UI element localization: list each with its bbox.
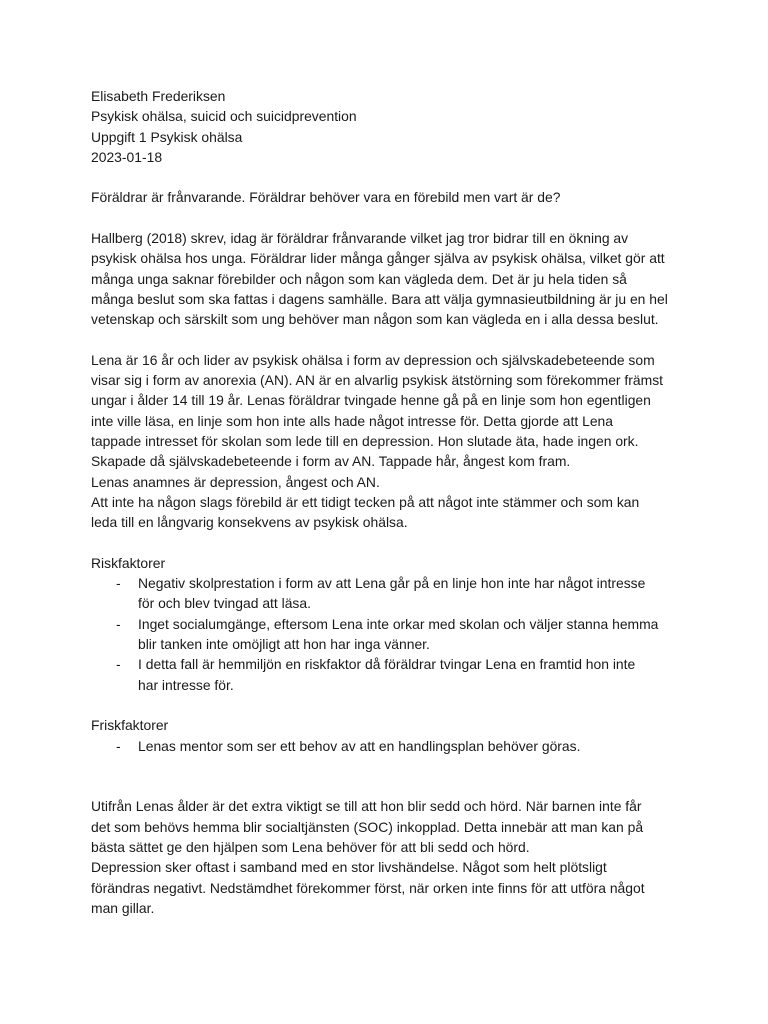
paragraph-line: Lenas anamnes är depression, ångest och AN. (91, 473, 380, 490)
intro-paragraph (91, 228, 691, 329)
paragraph-line: många beslut som ska fattas i dagens samhälle. Bara att välja gymnasieutbildning är ju en hel (91, 290, 668, 307)
paragraph-line: förändras negativt. Nedstämdhet förekommer först, när orken inte finns för att utföra något (91, 879, 645, 896)
author-name: Elisabeth Frederiksen (91, 88, 226, 104)
bullet-dash: - (116, 575, 121, 592)
section-heading-risk: Riskfaktorer (91, 554, 166, 571)
risk-factors-section (91, 553, 691, 695)
paragraph-line: leda till en långvarig konsekvens av psykisk ohälsa. (91, 514, 408, 531)
paragraph-line: psykisk ohälsa hos unga. Föräldrar lider många gånger själva av psykisk ohälsa, vilket gör att (91, 250, 665, 267)
document-date: 2023-01-18 (91, 148, 163, 165)
course-name: Psykisk ohälsa, suicid och suicidprevention (91, 108, 357, 125)
paragraph-line: Hallberg (2018) skrev, idag är föräldrar frånvarande vilket jag tror bidrar till en ökning av (91, 230, 629, 247)
section-heading-protective: Friskfaktorer (91, 717, 169, 734)
paragraph-line: Depression sker oftast i samband med en stor livshändelse. Något som helt plötsligt (91, 859, 607, 876)
paragraph-line: bästa sättet ge den hjälpen som Lena behöver för att bli sedd och hörd. (91, 838, 530, 855)
list-item-line: Negativ skolprestation i form av att Lena går på en linje hon inte har något intresse (138, 575, 646, 592)
paragraph-line: visar sig i form av anorexia (AN). AN är en alvarlig psykisk ätstörning som förekommer främst (91, 372, 664, 389)
paragraph-line: Utifrån Lenas ålder är det extra viktigt se till att hon blir sedd och hörd. När barnen inte får (91, 798, 642, 815)
list-item-line: har intresse för. (138, 676, 234, 693)
assignment-name: Uppgift 1 Psykisk ohälsa (91, 128, 243, 145)
protective-factors-section (91, 715, 691, 756)
paragraph-line: många unga saknar förebilder och någon som kan vägleda dem. Det är ju hela tiden så (91, 270, 627, 287)
list-item (91, 614, 691, 655)
document-page (91, 86, 691, 918)
paragraph-line: Skapade då självskadebeteende i form av AN. Tappade hår, ångest kom fram. (91, 453, 571, 470)
paragraph-line: tappade intresset för skolan som lede till en depression. Hon slutade äta, hade ingen ork. (91, 433, 639, 450)
paragraph-line: man gillar. (91, 899, 155, 916)
list-item-line: I detta fall är hemmiljön en riskfaktor då föräldrar tvingar Lena en framtid hon inte (138, 656, 636, 673)
list-item (91, 654, 691, 695)
list-item-line: Lenas mentor som ser ett behov av att en handlingsplan behöver göras. (138, 737, 581, 754)
bullet-dash: - (116, 615, 121, 632)
paragraph-line: Lena är 16 år och lider av psykisk ohälsa i form av depression och självskadebeteende som (91, 351, 655, 368)
list-item-line: blir tanken inte omöjligt att hon har inga vänner. (138, 636, 430, 653)
paragraph-line: ungar i ålder 14 till 19 år. Lenas föräldrar tvingade henne gå på en linje som hon egentligen (91, 392, 651, 409)
list-item (91, 573, 691, 614)
list-item-line: för och blev tvingad att läsa. (138, 595, 311, 612)
paragraph-line: Att inte ha någon slags förebild är ett tidigt tecken på att något inte stämmer och som kan (91, 493, 640, 510)
paragraph-line: vetenskap och särskilt som ung behöver man någon som kan vägleda en i alla dessa beslut. (91, 311, 659, 328)
list-item (91, 736, 691, 756)
paragraph-line: inte ville läsa, en linje som hon inte alls hade något intresse för. Detta gjorde att Lena (91, 412, 613, 429)
bullet-dash: - (116, 656, 121, 673)
list-item-line: Inget socialumgänge, eftersom Lena inte orkar med skolan och väljer stanna hemma (138, 615, 659, 632)
case-paragraph (91, 350, 691, 533)
conclusion-paragraph (91, 796, 691, 918)
document-title: Föräldrar är frånvarande. Föräldrar behöver vara en förebild men vart är de? (91, 189, 561, 206)
paragraph-line: det som behövs hemma blir socialtjänsten (SOC) inkopplad. Detta innebär att man kan på (91, 818, 644, 835)
bullet-dash: - (116, 737, 121, 754)
